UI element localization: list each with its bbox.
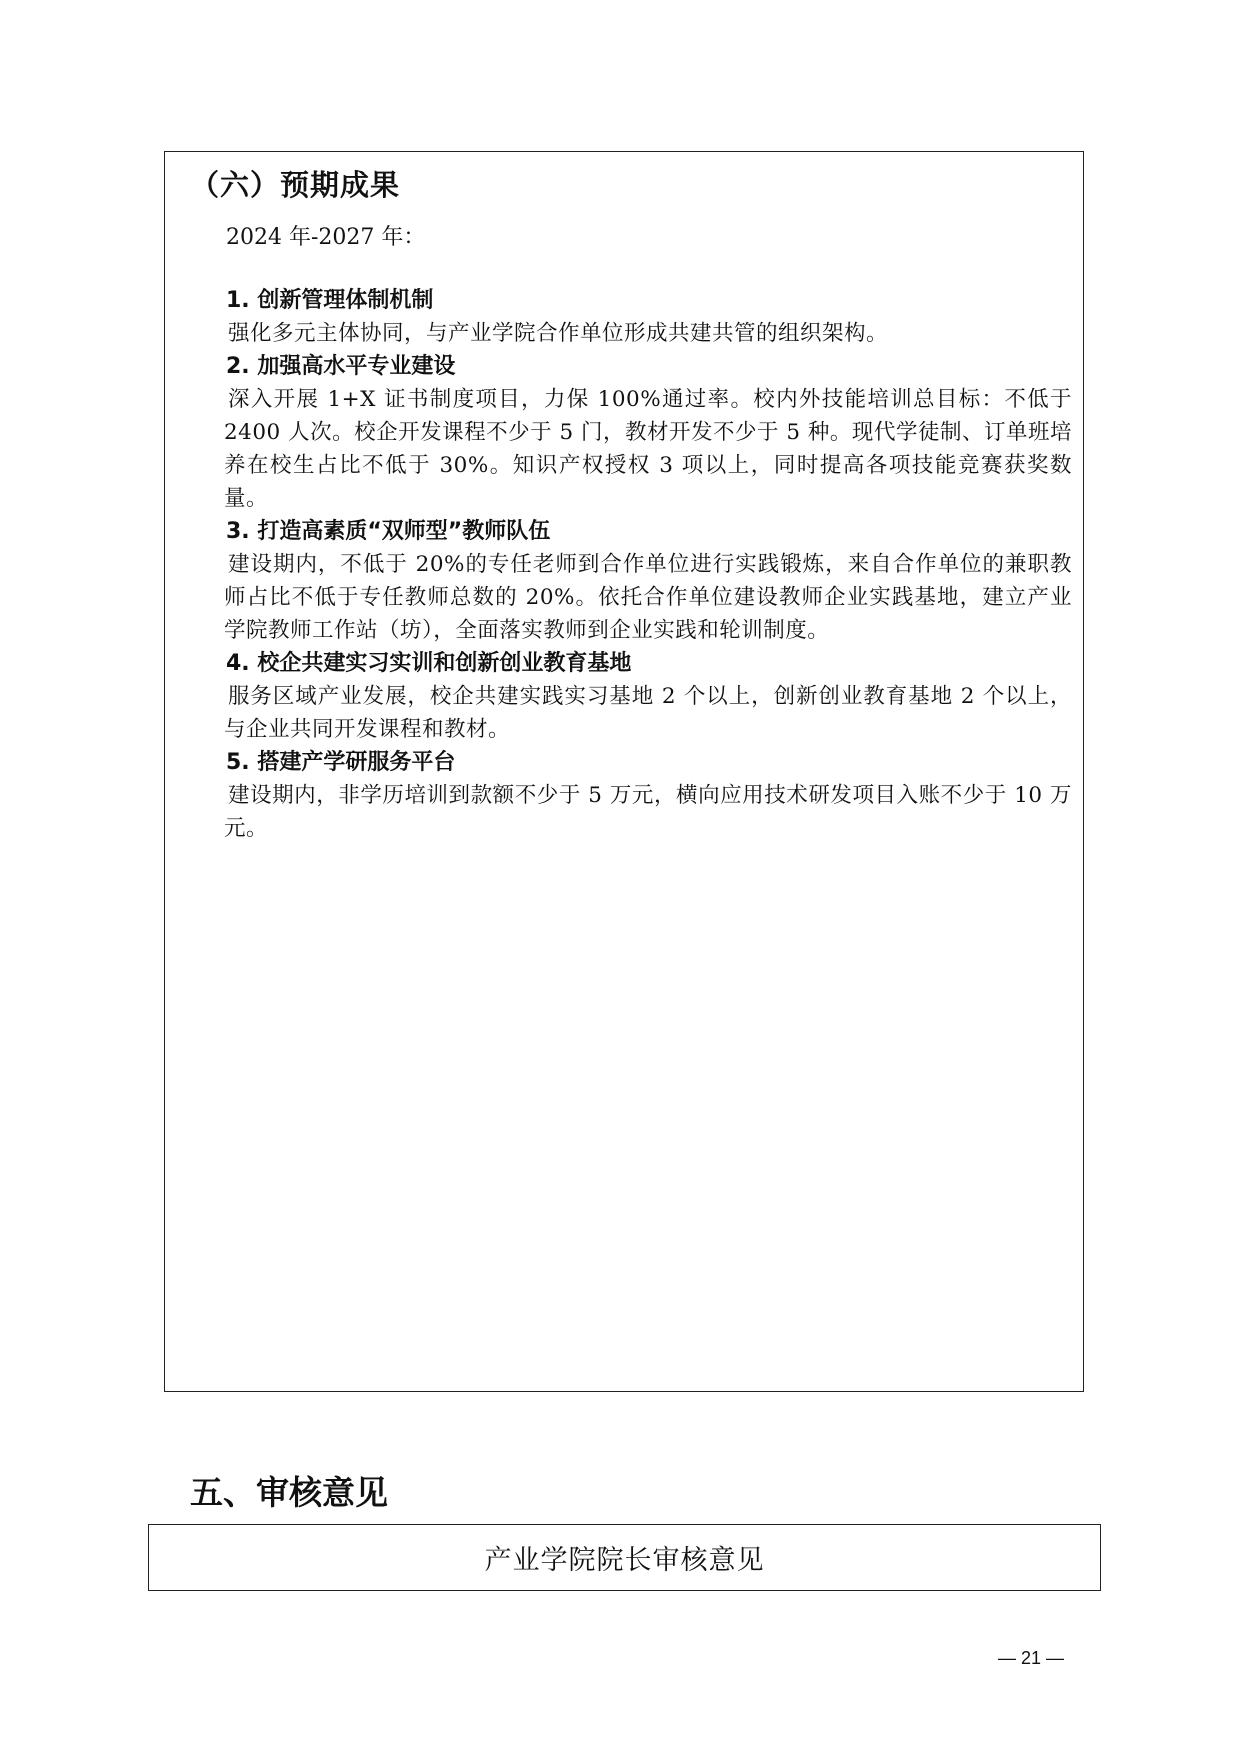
review-table-title: 产业学院院长审核意见 [484, 1545, 765, 1576]
review-table-header [148, 1524, 1101, 1591]
review-heading: 五、审核意见 [190, 1473, 388, 1512]
years-line: 2024 年-2027 年： [226, 225, 426, 250]
item-heading: 5. 搭建产学研服务平台 [226, 750, 456, 775]
item-body: 深入开展 1+X 证书制度项目，力保 100%通过率。校内外技能培训总目标：不低于 2400 人次。校企开发课程不少于 5 门，教材开发不少于 5 种。现代学徒制、订单班培养在校生占比不低于 30%。知识产权授权 3 项以上，同时提高各项技能竞赛获奖数量。 [224, 387, 1072, 511]
item-heading: 2. 加强高水平专业建设 [226, 354, 456, 379]
list-item [226, 284, 1072, 350]
item-heading: 3. 打造高素质“双师型”教师队伍 [226, 519, 551, 544]
section-title: （六）预期成果 [190, 168, 401, 202]
item-body: 建设期内，不低于 20%的专任老师到合作单位进行实践锻炼，来自合作单位的兼职教师占比不低于专任教师总数的 20%。依托合作单位建设教师企业实践基地，建立产业学院教师工作站（坊），全面落实教师到企业实践和轮训制度。 [224, 552, 1072, 643]
item-body: 服务区域产业发展，校企共建实践实习基地 2 个以上，创新创业教育基地 2 个以上，与企业共同开发课程和教材。 [224, 684, 1072, 742]
list-item [226, 350, 1072, 515]
item-body: 建设期内，非学历培训到款额不少于 5 万元，横向应用技术研发项目入账不少于 10 万元。 [224, 783, 1072, 841]
page-number: — 21 — [998, 1648, 1065, 1668]
item-body: 强化多元主体协同，与产业学院合作单位形成共建共管的组织架构。 [228, 321, 889, 346]
item-heading: 1. 创新管理体制机制 [226, 288, 434, 313]
list-item [226, 515, 1072, 647]
list-item [226, 647, 1072, 746]
item-heading: 4. 校企共建实习实训和创新创业教育基地 [226, 651, 632, 676]
list-item [226, 746, 1072, 845]
results-list [226, 284, 1072, 845]
